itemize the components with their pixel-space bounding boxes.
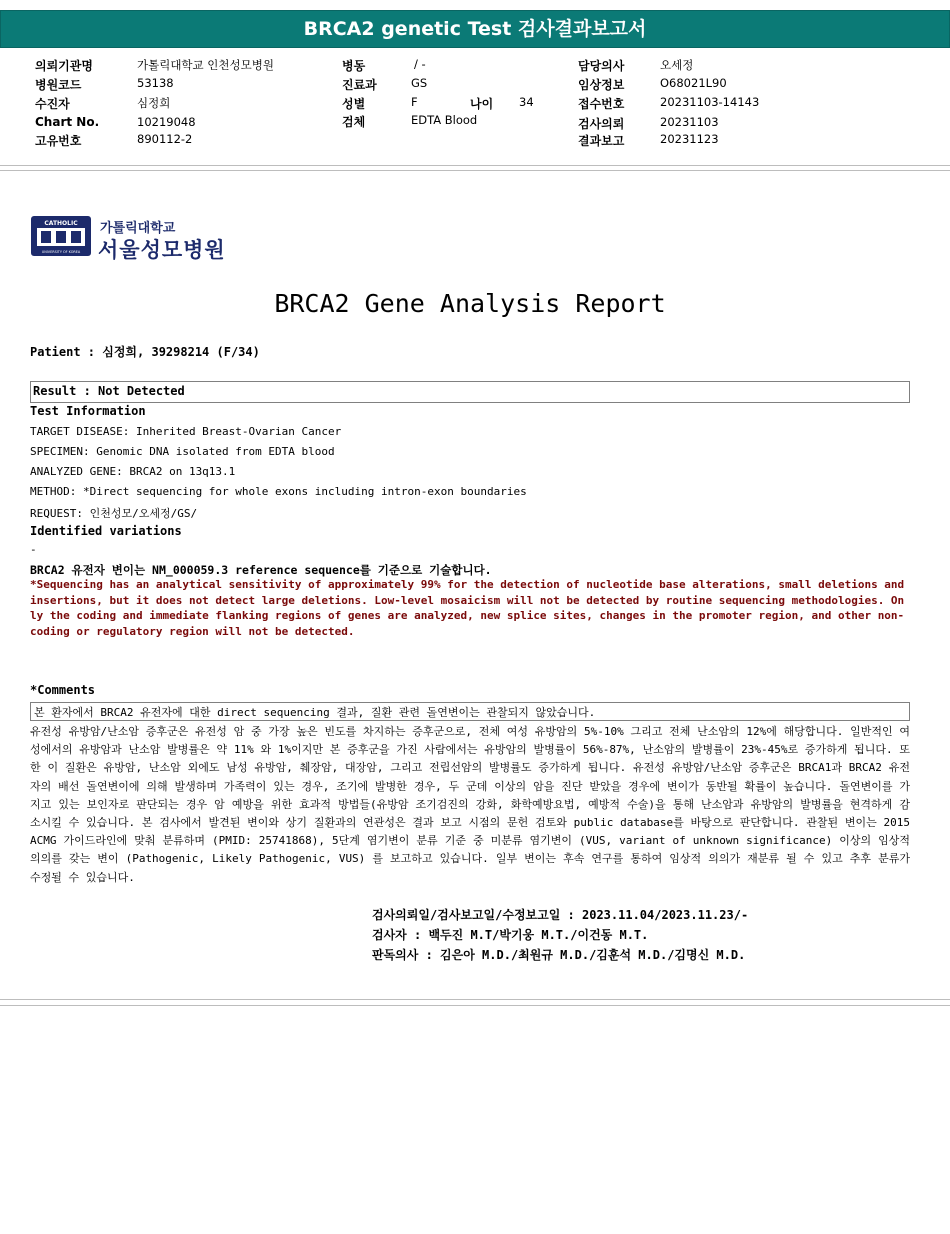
technicians: 검사자 : 백두진 M.T/박기웅 M.T./이건동 M.T. <box>372 928 649 942</box>
request: REQUEST: 인천성모/오세정/GS/ <box>30 507 198 520</box>
report-heading: BRCA2 Gene Analysis Report <box>274 289 666 318</box>
header-value-requesting-institution: 가톨릭대학교 인천성모병원 <box>137 58 274 72</box>
header-label-accession-no: 접수번호 <box>578 97 625 111</box>
header-label-chart-no: Chart No. <box>35 115 100 129</box>
header-label-hospital-code: 병원코드 <box>35 78 82 92</box>
header-value-report-date: 20231123 <box>660 132 719 146</box>
logo-university-name: 가톨릭대학교 <box>100 221 176 236</box>
header-label-sex: 성별 <box>342 97 366 111</box>
specimen: SPECIMEN: Genomic DNA isolated from EDTA blood <box>30 445 335 458</box>
comments-heading: *Comments <box>30 683 96 697</box>
comment-body: 유전성 유방암/난소암 증후군은 유전성 암 중 가장 높은 빈도를 차지하는 증후군으로, 전체 여성 유방암의 5%-10% 그리고 전체 난소암의 12%에 해당합니다. 일반적인 여성에서의 유방암과 난소암 발병률은 약 11% 와 1%이지만 본 증후군을 가진 사람에서는 유방암의 발병률이 56%-87%, 난소암의 발병률이 23%-45%로 증가하게 됩니다. 또한 이 질환은 유방암, 난소암 외에도 남성 유방암, 췌장암, 대장암, 그리고 전립선암의 발병률도 증가하게 됩니다. 유전성 유방암/난소암 증후군은 BRCA1과 BRCA2 유전자의 배선 돌연변이에 의해 발생하며 가족력이 있는 경우, 조기에 발병한 경우, 두 군데 이상의 암을 진단 받았을 경우에 변이가 동반될 확률이 높습니다. 돌연변이를 가지고 있는 보인자로 판단되는 경우 암 예방을 위한 효과적 방법들(유방암 조기검진의 강화, 화학예방요법, 예방적 수술)을 통해 난소암과 유방암의 발병률을 현격하게 감소시킬 수 있습니다. 본 검사에서 발견된 변이와 상기 질환과의 연관성은 결과 보고 시점의 문헌 검토와 public database를 바탕으로 판단합니다. 관찰된 변이는 2015 ACMG 가이드라인에 맞춰 분류하며 (PMID: 25741868), 5단계 염기변이 분류 기준 중 미분류 염기변이 (VUS, variant of unknown significance) 이상의 임상적 의의를 갖는 변이 (Pathogenic, Likely Pathogenic, VUS) 를 보고하고 있습니다. 일부 변이는 후속 연구를 통하여 임상적 의의가 재분류 될 수 있고 추후 분류가 수정될 수 있습니다. <box>30 725 910 884</box>
sequencing-sensitivity-note: *Sequencing has an analytical sensitivity of approximately 99% for the detection of nucleotide base alterations, small deletions and insertions, but it does not detect large deletions. Low-level mosaicism will not be detected by routine sequencing methodologies. Only the coding and immediate flanking regions of genes are analyzed, new splice sites, changes in the promoter region, and other non-coding or regulatory region will not be detected. <box>30 578 905 638</box>
header-value-ward: / - <box>414 57 426 71</box>
result-text: Result : Not Detected <box>33 384 185 398</box>
reviewing-physicians: 판독의사 : 김은아 M.D./최원규 M.D./김훈석 M.D./김명신 M.D. <box>372 948 746 962</box>
header-value-hospital-code: 53138 <box>137 76 174 90</box>
test-info-heading: Test Information <box>30 404 146 418</box>
header-label-unique-id: 고유번호 <box>35 134 82 148</box>
identified-variations-heading: Identified variations <box>30 524 182 538</box>
header-value-department: GS <box>411 76 428 90</box>
method: METHOD: *Direct sequencing for whole exons including intron-exon boundaries <box>30 485 527 498</box>
header-value-age: 34 <box>519 95 534 109</box>
comment-summary: 본 환자에서 BRCA2 유전자에 대한 direct sequencing 결과, 질환 관련 돌연변이는 관찰되지 않았습니다. <box>34 706 596 719</box>
header-value-accession-no: 20231103-14143 <box>660 95 760 109</box>
hospital-logo-icon <box>30 215 92 257</box>
header-value-chart-no: 10219048 <box>137 115 196 129</box>
report-title-bar: BRCA2 genetic Test 검사결과보고서 <box>0 10 950 48</box>
reference-sequence-note: BRCA2 유전자 변이는 NM_000059.3 reference sequence를 기준으로 기술합니다. <box>30 563 492 577</box>
report-dates: 검사의뢰일/검사보고일/수정보고일 : 2023.11.04/2023.11.23/- <box>372 908 749 922</box>
footer-divider-lower <box>0 1005 950 1006</box>
header-label-specimen: 검체 <box>342 115 366 129</box>
header-divider <box>0 165 950 166</box>
header-label-physician: 담당의사 <box>578 59 625 73</box>
logo-hospital-name: 서울성모병원 <box>98 238 226 262</box>
header-label-age: 나이 <box>470 97 494 111</box>
header-label-ward: 병동 <box>342 59 366 73</box>
header-label-clinical-info: 임상정보 <box>578 78 625 92</box>
analyzed-gene: ANALYZED GENE: BRCA2 on 13q13.1 <box>30 465 236 478</box>
logo-badge-text: CATHOLIC <box>44 220 78 227</box>
header-value-request-date: 20231103 <box>660 115 719 129</box>
header-value-physician: 오세정 <box>660 58 694 72</box>
header-label-report-date: 결과보고 <box>578 134 625 148</box>
header-value-unique-id: 890112-2 <box>137 132 193 146</box>
header-value-sex: F <box>411 95 418 109</box>
header-value-clinical-info: O68021L90 <box>660 76 727 90</box>
logo-badge-subtext: UNIVERSITY OF KOREA <box>41 250 81 254</box>
header-label-request-date: 검사의뢰 <box>578 117 625 131</box>
header-label-patient-name: 수진자 <box>35 97 70 111</box>
patient-line: Patient : 심정희, 39298214 (F/34) <box>30 345 260 359</box>
identified-variations-value: - <box>30 543 37 556</box>
target-disease: TARGET DISEASE: Inherited Breast-Ovarian Cancer <box>30 425 342 438</box>
header-value-specimen: EDTA Blood <box>411 113 478 127</box>
header-label-department: 진료과 <box>342 78 377 92</box>
header-label-requesting-institution: 의뢰기관명 <box>35 59 93 73</box>
header-divider-lower <box>0 170 950 171</box>
footer-divider <box>0 999 950 1000</box>
header-value-patient-name: 심정희 <box>137 96 171 110</box>
